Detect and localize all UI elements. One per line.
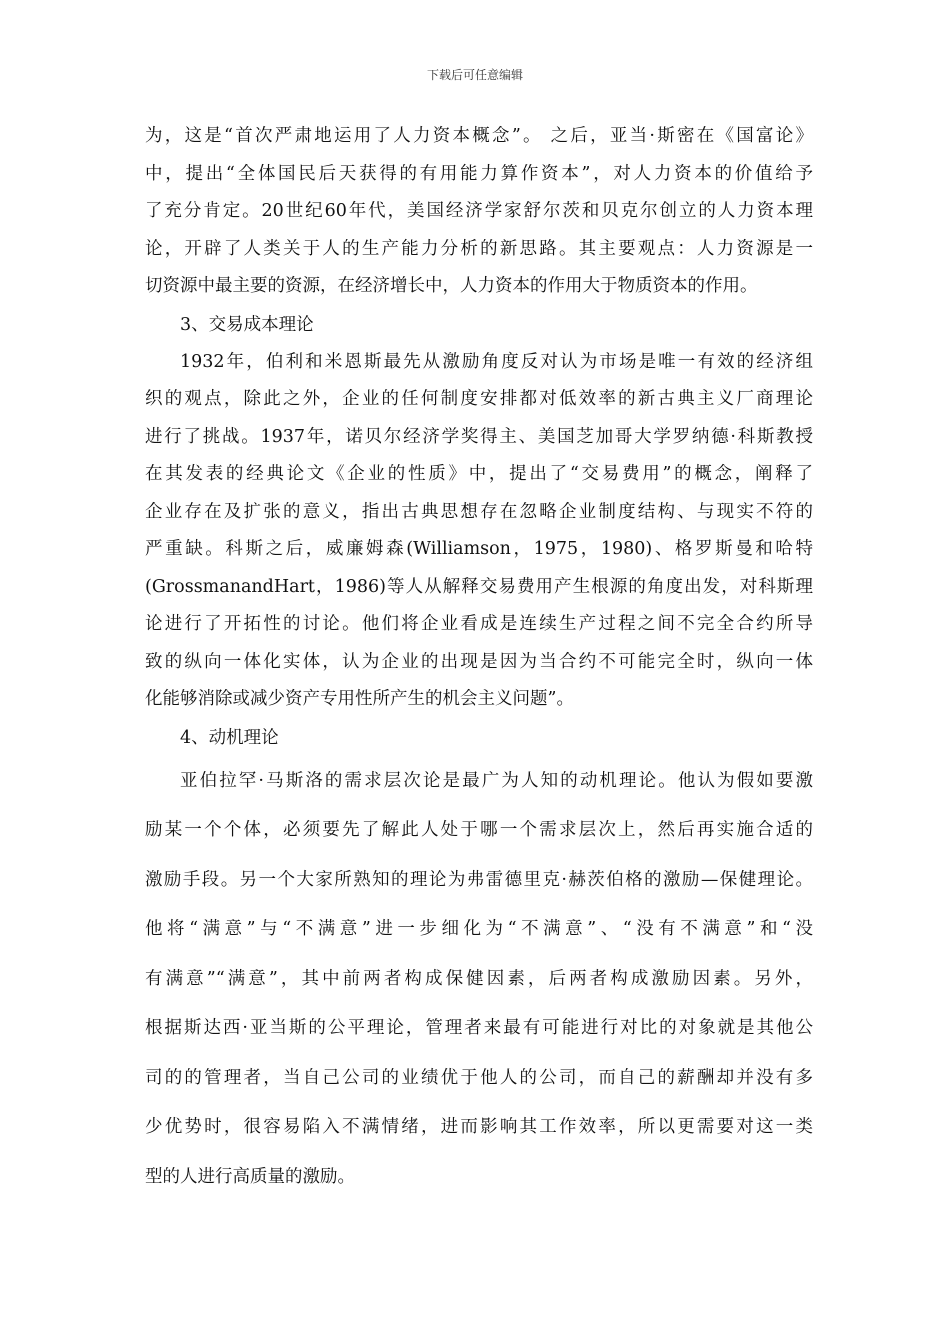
text-line: 织的观点，除此之外，企业的任何制度安排都对低效率的新古典主义厂商理论 xyxy=(145,389,813,409)
text-line: (GrossmanandHart，1986)等人从解释交易费用产生根源的角度出发，对科斯理 xyxy=(145,576,813,597)
page-header: 下载后可任意编辑 xyxy=(426,68,523,82)
text-line: 1932年，伯利和米恩斯最先从激励角度反对认为市场是唯一有效的经济组 xyxy=(180,351,813,372)
text-line: 切资源中最主要的资源，在经济增长中，人力资本的作用大于物质资本的作用。 xyxy=(145,276,758,296)
text-line: 根据斯达西·亚当斯的公平理论，管理者来最有可能进行对比的对象就是其他公 xyxy=(145,1018,813,1038)
text-line: 激励手段。另一个大家所熟知的理论为弗雷德里克·赫茨伯格的激励—保健理论。 xyxy=(145,869,813,890)
text-line: 型的人进行高质量的激励。 xyxy=(145,1166,355,1187)
text-line: 少优势时，很容易陷入不满情绪，进而影响其工作效率，所以更需要对这一类 xyxy=(145,1117,813,1137)
text-line: 在其发表的经典论文《企业的性质》中，提出了“交易费用”的概念，阐释了 xyxy=(145,464,813,484)
text-line: 化能够消除或减少资产专用性所产生的机会主义问题”。 xyxy=(145,689,574,709)
text-line: 严重缺。科斯之后，威廉姆森(Williamson，1975，1980)、格罗斯曼和哈特 xyxy=(145,539,813,559)
text-line: 有满意”“满意”，其中前两者构成保健因素，后两者构成激励因素。另外， xyxy=(145,968,813,989)
text-line: 了充分肯定。20世纪60年代，美国经济学家舒尔茨和贝克尔创立的人力资本理 xyxy=(145,201,813,221)
section-heading-motivation: 4、动机理论 xyxy=(180,727,279,748)
text-line: 亚伯拉罕·马斯洛的需求层次论是最广为人知的动机理论。他认为假如要激 xyxy=(180,770,813,791)
text-line: 他将“满意”与“不满意”进一步细化为“不满意”、“没有不满意”和“没 xyxy=(145,919,813,939)
text-line: 为，这是“首次严肃地运用了人力资本概念”。 之后，亚当·斯密在《国富论》 xyxy=(145,126,813,146)
text-line: 企业存在及扩张的意义，指出古典思想存在忽略企业制度结构、与现实不符的 xyxy=(145,501,813,522)
document-body xyxy=(145,118,813,1202)
text-line: 进行了挑战。1937年，诺贝尔经济学奖得主、美国芝加哥大学罗纳德·科斯教授 xyxy=(145,426,813,447)
text-line: 励某一个个体，必须要先了解此人处于哪一个需求层次上，然后再实施合适的 xyxy=(145,820,813,840)
section-heading-transaction-cost: 3、交易成本理论 xyxy=(180,314,314,335)
text-line: 论进行了开拓性的讨论。他们将企业看成是连续生产过程之间不完全合约所导 xyxy=(145,614,813,634)
text-line: 中，提出“全体国民后天获得的有用能力算作资本”，对人力资本的价值给予 xyxy=(145,163,813,184)
paragraph-transaction-cost xyxy=(145,344,813,719)
paragraph-human-capital xyxy=(145,118,813,306)
text-line: 司的的管理者，当自己公司的业绩优于他人的公司，而自己的薪酬却并没有多 xyxy=(145,1067,813,1088)
text-line: 论，开辟了人类关于人的生产能力分析的新思路。其主要观点：人力资源是一 xyxy=(145,238,813,259)
text-line: 致的纵向一体化实体，认为企业的出现是因为当合约不可能完全时，纵向一体 xyxy=(145,651,813,672)
paragraph-motivation xyxy=(145,757,813,1203)
